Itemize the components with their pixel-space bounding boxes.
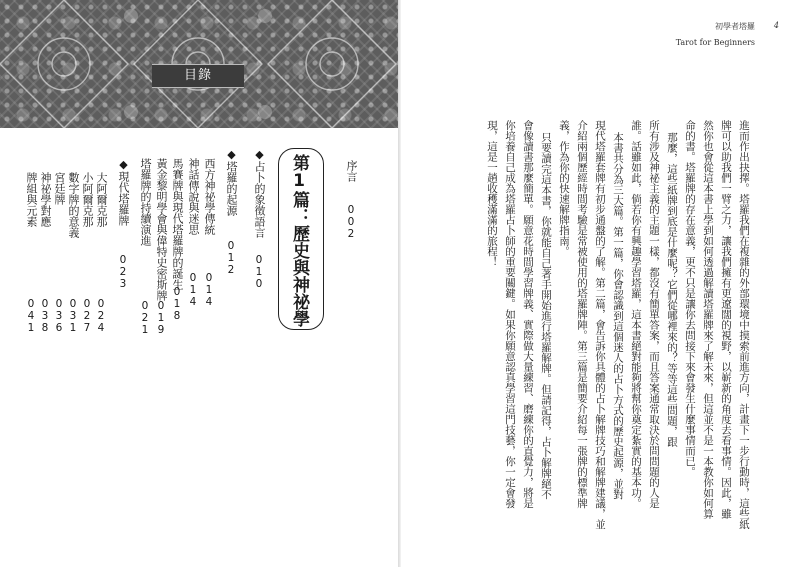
toc-item-page: 023 <box>117 254 129 290</box>
toc-item-label: 黃金黎明學會與偉特史密斯牌 <box>155 158 168 301</box>
toc-item-label: 西方神祕學傳統 <box>203 158 216 235</box>
toc-item-page: 038 <box>39 298 51 334</box>
toc-item-page: 021 <box>139 300 151 336</box>
toc-item-page: 031 <box>67 298 79 334</box>
toc-item-page: 010 <box>253 254 265 290</box>
toc-heading: 目錄 <box>152 64 244 88</box>
text-line: 然你也會從這本書上學到如何透過解讀塔羅牌來了解未來，但這並不是一本教你如何算 <box>702 120 714 519</box>
toc-item-page: 014 <box>187 272 199 308</box>
toc-item-label: 神話傳說與迷思 <box>187 158 200 235</box>
toc-item-page: 024 <box>95 298 107 334</box>
text-line: 那麼，這些紙牌到底是什麼呢？它們從哪裡來的？等等這些問題，跟 <box>666 132 678 447</box>
toc-item-label: 牌組與元素 <box>25 172 38 227</box>
toc-item-page: 019 <box>155 300 167 336</box>
text-line: 進而作出抉擇。塔羅我們在複雜的外部環境中摸索前進方向，計畫下一步行動時，這些紙 <box>738 120 750 530</box>
toc-item-page: 036 <box>53 298 65 334</box>
toc-item-label: 神祕學對應 <box>39 172 52 227</box>
text-line: 所有涉及神祕主義的主題一樣，都沒有簡單答案，而且答案通常取決於問問題的人是 <box>648 120 660 509</box>
toc-item-label: ◆現代塔羅牌 <box>117 158 130 226</box>
text-line: 義，作為你的快速解牌指南。 <box>558 120 570 257</box>
toc-item-label: 塔羅牌的持續演進 <box>139 158 152 246</box>
toc-preface-label: 序言 <box>345 160 358 182</box>
text-line: 誰。話雖如此，倘若你有興趣學習塔羅，這本書絕對能夠將幫你奠定紮實的基本功。 <box>630 120 642 509</box>
toc-page <box>0 0 398 567</box>
toc-item-label: 數字牌的意義 <box>67 172 80 238</box>
text-line: 會像讀書那麼簡單。願意花時間學習牌義、實際做大量練習、磨練你的直覺力，將是 <box>522 120 534 509</box>
text-line: 本書共分為三大篇。第一篇，你會認識到這個迷人的占卜方式的歷史起源，並對 <box>612 132 624 500</box>
text-line: 現代塔羅套牌有初步通盤的了解。第二篇，會告訴你具體的占卜解牌技巧和解牌建議，並 <box>594 120 606 530</box>
running-title: 初學者塔羅 <box>715 22 755 31</box>
toc-item-page: 012 <box>225 240 237 276</box>
part-title: 第1篇：歷史與神祕學 <box>289 154 309 327</box>
text-line: 只要讀完這本書，你就能自己著手開始進行塔羅解牌。但請記得，占卜解牌絕不 <box>540 132 552 500</box>
text-line: 命的書。塔羅牌的存在意義，更不只是讓你去問接下來會發生什麼事情而已。 <box>684 120 696 477</box>
lace-pattern-header <box>0 0 398 128</box>
toc-item-label: 大阿爾克那 <box>95 172 108 227</box>
toc-item-page: 018 <box>171 286 183 322</box>
text-line: 牌可以助我們一臂之力，讓我們擁有更遼闊的視野，以嶄新的角度去看事情。因此，雖 <box>720 120 732 519</box>
toc-preface-page: 002 <box>345 204 357 240</box>
toc-item-label: ◆塔羅的起源 <box>225 148 238 216</box>
text-line: 介紹兩個歷經時間考驗是常被使用的塔羅牌陣。第三篇是簡要介紹每一張牌的標準牌 <box>576 120 588 509</box>
toc-item-label: 宮廷牌 <box>53 172 66 205</box>
toc-item-page: 014 <box>203 272 215 308</box>
toc-item-label: 馬賽牌與現代塔羅牌的誕生 <box>171 158 184 290</box>
page-number: 4 <box>773 21 779 30</box>
toc-item-page: 027 <box>81 298 93 334</box>
toc-item-label: 小阿爾克那 <box>81 172 94 227</box>
toc-item-label: ◆占卜的象徵語言 <box>253 148 266 238</box>
text-line: 現，這是一趟收穫滿滿的旅程！ <box>486 120 498 267</box>
content-page <box>401 0 799 567</box>
toc-item-page: 041 <box>25 298 37 334</box>
text-line: 你培養自己成為塔羅占卜師的重要關鍵。如果你願意認真學習這門技藝，你一定會發 <box>504 120 516 509</box>
running-title-english: Tarot for Beginners <box>675 38 755 47</box>
